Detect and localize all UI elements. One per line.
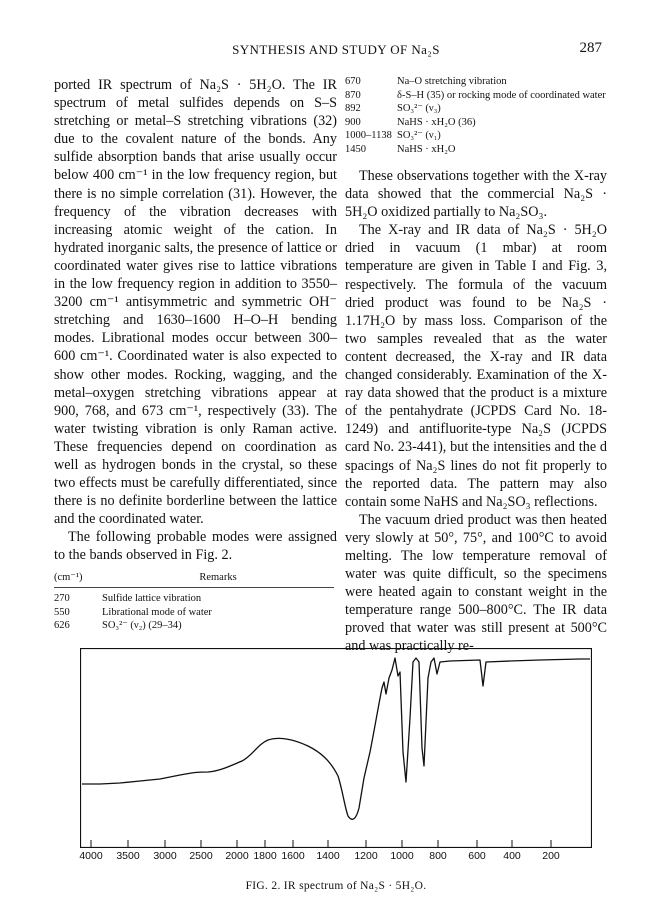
x-axis-tick-labels bbox=[70, 850, 610, 866]
remark-cell: Na–O stretching vibration bbox=[397, 76, 507, 87]
wavenumber-cell: 1450 bbox=[345, 143, 366, 155]
table-row bbox=[345, 76, 607, 90]
x-tick-label: 400 bbox=[503, 850, 521, 862]
figure-caption: FIG. 2. IR spectrum of Na₂S · 5H₂O. bbox=[245, 880, 427, 892]
modes-table-continued bbox=[345, 76, 607, 157]
table-header-remarks: Remarks bbox=[199, 571, 237, 583]
right-column bbox=[345, 76, 607, 656]
x-tick-label: 200 bbox=[542, 850, 560, 862]
table-row bbox=[345, 117, 607, 131]
x-tick-label: 1200 bbox=[354, 850, 378, 862]
wavenumber-cell: 1000–1138 bbox=[345, 130, 392, 141]
table-row bbox=[54, 607, 334, 621]
table-row bbox=[54, 588, 334, 607]
x-tick-label: 4000 bbox=[79, 850, 103, 862]
running-title: SYNTHESIS AND STUDY OF Na₂S bbox=[232, 42, 440, 57]
remark-cell: Sulfide lattice vibration bbox=[102, 593, 202, 605]
plot-frame bbox=[81, 649, 592, 848]
body-paragraph: These observations together with the X-ray data showed that the commercial Na₂S · 5H₂O oxidized partially to Na₂SO₃. bbox=[345, 168, 607, 221]
x-tick-label: 3500 bbox=[116, 850, 140, 862]
body-paragraph: The X-ray and IR data of Na₂S · 5H₂O dried in vacuum (1 mbar) at room temperature are given in Table I and Fig. 3, respectively. The formula of the vacuum dried product was found to be Na₂S · 1.17H₂O by mass loss. Comparison of the two samples revealed that as the water content decreased, the X-ray and IR data changed considerably. Examination of the X-ray data showed that the product is a mixture of the pentahydrate (JCPDS Card No. 18-1249) and antifluorite-type Na₂S (JCPDS card No. 23-441), but the intensities and the d spacings of Na₂S lines do not fit properly to the reported data. The pattern may also contain some NaHS and Na₂SO₃ reflections. bbox=[345, 222, 607, 510]
table-row bbox=[54, 620, 334, 634]
left-column bbox=[54, 76, 337, 634]
x-tick-label: 3000 bbox=[153, 850, 177, 862]
x-tick-label: 800 bbox=[429, 850, 447, 862]
table-row bbox=[345, 130, 607, 144]
x-tick-label: 1400 bbox=[316, 850, 340, 862]
x-tick-label: 1000 bbox=[390, 850, 414, 862]
table-row bbox=[345, 90, 607, 104]
table-header-wavenumber: (cm⁻¹) bbox=[54, 571, 83, 583]
wavenumber-cell: 670 bbox=[345, 76, 361, 87]
x-tick-label: 2000 bbox=[225, 850, 249, 862]
remark-cell: Librational mode of water bbox=[102, 606, 212, 618]
x-tick-label: 1600 bbox=[281, 850, 305, 862]
remark-cell: NaHS · xH₂O (36) bbox=[397, 116, 476, 128]
wavenumber-cell: 892 bbox=[345, 103, 361, 114]
ir-spectrum-figure bbox=[80, 648, 592, 848]
modes-table bbox=[54, 570, 334, 634]
x-tick-label: 1800 bbox=[253, 850, 277, 862]
table-row bbox=[345, 103, 607, 117]
body-paragraph: The vacuum dried product was then heated very slowly at 50°, 75°, and 100°C to avoid melting. The low temperature removal of water was quite difficult, so the specimens were heated again to constant weight in the temperature range 500–800°C. The IR data proved that water was still present at 500°C and was practically re- bbox=[345, 511, 607, 655]
page-number: 287 bbox=[579, 40, 602, 56]
remark-cell: SO₃²⁻ (ν₁) bbox=[397, 130, 441, 141]
remark-cell: SO₃²⁻ (ν₂) (29–34) bbox=[102, 620, 182, 632]
table-row bbox=[345, 144, 607, 158]
plot-ticks bbox=[91, 840, 551, 848]
wavenumber-cell: 870 bbox=[345, 89, 361, 101]
wavenumber-cell: 550 bbox=[54, 606, 70, 618]
spectrum-trace bbox=[82, 658, 590, 819]
body-paragraph: ported IR spectrum of Na₂S · 5H₂O. The IR spectrum of metal sulfides depends on S–S stretching or metal–S stretching vibrations (32) due to the covalent nature of the bonds. Any sulfide absorption bands that arise usually occur below 400 cm⁻¹ in the low frequency region, but there is no simple correlation (31). However, the frequency of the vibration decreases with increasing atomic weight of the cation. In hydrated inorganic salts, the presence of lattice or coordinated water gives rise to lattice vibrations in the low frequency region in addition to 3550–3200 cm⁻¹ antisymmetric and symmetric OH⁻ stretching and 1630–1600 H–O–H bending modes. Librational modes occur between 300–600 cm⁻¹. Coordinated water is also expected to show other modes. Rocking, wagging, and the metal–oxygen stretching vibrations appear at 900, 768, and 673 cm⁻¹, respectively (33). The water twisting vibration is only Raman active. These frequencies depend on coordination as well as hydrogen bonds in the crystal, so these two effects must be carefully differentiated, since there is no definite borderline between the lattice and the coordinated water. bbox=[54, 77, 337, 528]
wavenumber-cell: 626 bbox=[54, 620, 70, 632]
ir-spectrum-plot bbox=[80, 648, 592, 848]
remark-cell: SO₃²⁻ (ν₃) bbox=[397, 103, 441, 114]
remark-cell: δ-S–H (35) or rocking mode of coordinated water bbox=[397, 89, 606, 101]
x-tick-label: 600 bbox=[468, 850, 486, 862]
body-paragraph: The following probable modes were assigned to the bands observed in Fig. 2. bbox=[54, 529, 337, 564]
remark-cell: NaHS · xH₂O bbox=[397, 143, 456, 155]
running-header bbox=[0, 42, 672, 62]
x-tick-label: 2500 bbox=[189, 850, 213, 862]
wavenumber-cell: 900 bbox=[345, 116, 361, 128]
wavenumber-cell: 270 bbox=[54, 593, 70, 605]
